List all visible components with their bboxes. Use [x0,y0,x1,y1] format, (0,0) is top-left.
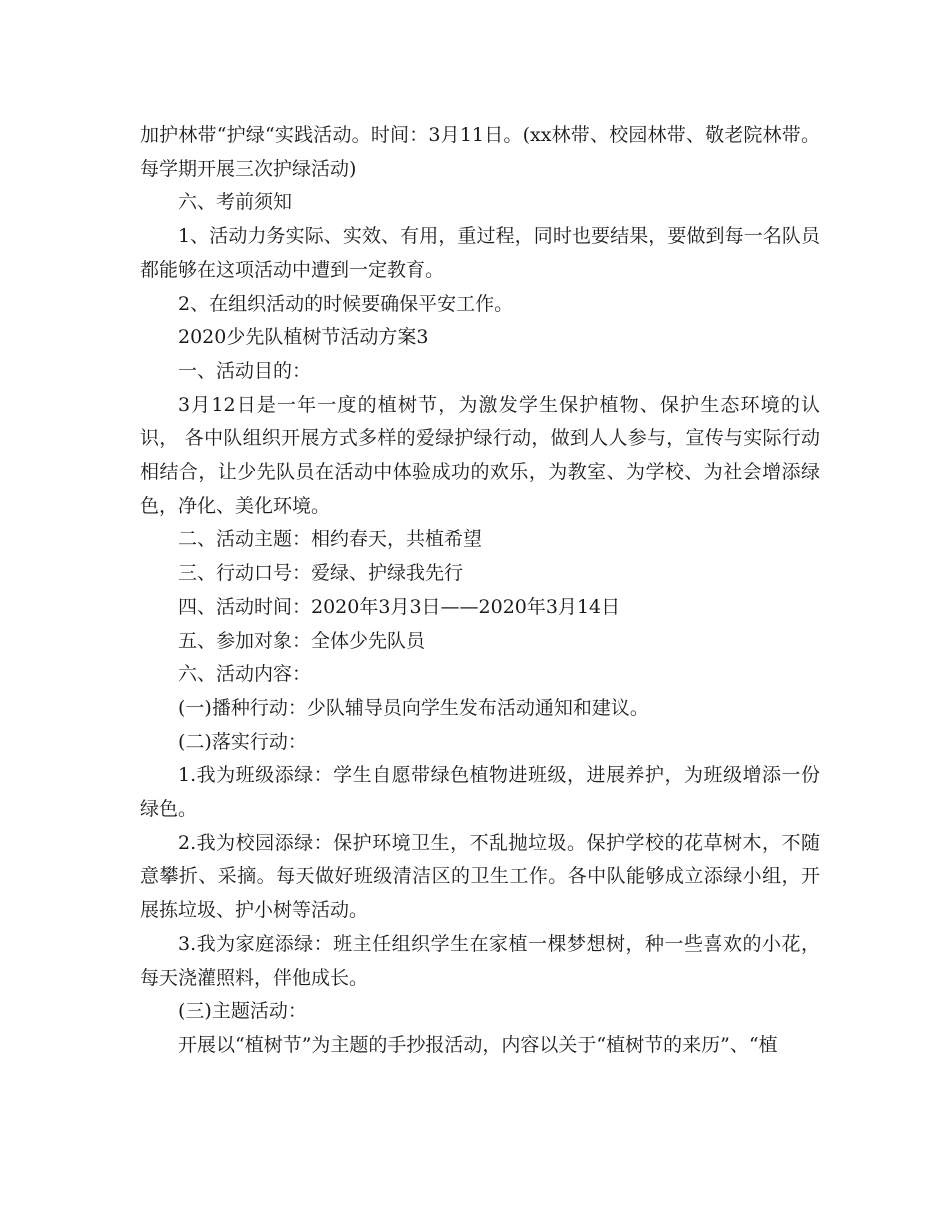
paragraph-note-1: 1、活动力务实际、实效、有用，重过程，同时也要结果，要做到每一名队员都能够在这项活动中遭到一定教育。 [140,225,820,281]
paragraph-sowing-action: (一)播种行动：少队辅导员向学生发布活动通知和建议。 [178,696,649,719]
paragraph-campus-green: 2.我为校园添绿：保护环境卫生，不乱抛垃圾。保护学校的花草树木，不随意攀折、采摘。每天做好班级清洁区的卫生工作。各中队能够成立添绿小组，开展拣垃圾、护小树等活动。 [140,831,820,922]
paragraph-note-2: 2、在组织活动的时候要确保平安工作。 [178,292,514,315]
section-heading-theme: 二、活动主题：相约春天，共植希望 [178,528,483,551]
paragraph-home-green: 3.我为家庭添绿：班主任组织学生在家植一棵梦想树，种一些喜欢的小花，每天浇灌照料，伴他成长。 [140,932,820,989]
section-heading-notes: 六、考前须知 [178,191,293,214]
subheading-theme-activity: (三)主题活动： [178,1000,307,1023]
section-heading-purpose: 一、活动目的： [178,359,312,382]
document-body [140,119,820,1063]
paragraph-handwritten-newspaper: 开展以“植树节”为主题的手抄报活动，内容以关于“植树节的来历”、“植 [178,1033,778,1056]
section-heading-content: 六、活动内容： [178,663,312,686]
section-heading-time: 四、活动时间：2020年3月3日——2020年3月14日 [178,595,621,618]
subheading-implementation: (二)落实行动： [178,730,307,753]
paragraph-class-green: 1.我为班级添绿：学生自愿带绿色植物进班级，进展养护，为班级增添一份绿色。 [140,764,820,821]
section-heading-slogan: 三、行动口号：爱绿、护绿我先行 [178,562,464,585]
plan-title: 2020少先队植树节活动方案3 [178,326,429,349]
paragraph-continuation: 加护林带“护绿“实践活动。时间：3月11日。(xx林带、校园林带、敬老院林带。每学期开展三次护绿活动) [140,124,820,180]
paragraph-purpose: 3月12日是一年一度的植树节，为激发学生保护植物、保护生态环境的认识， 各中队组织开展方式多样的爱绿护绿行动，做到人人参与，宣传与实际行动相结合，让少先队员在活动中体验成功的欢乐，为教室、为学校、为社会增添绿色，净化、美化环境。 [140,393,820,517]
section-heading-participants: 五、参加对象：全体少先队员 [178,629,426,652]
